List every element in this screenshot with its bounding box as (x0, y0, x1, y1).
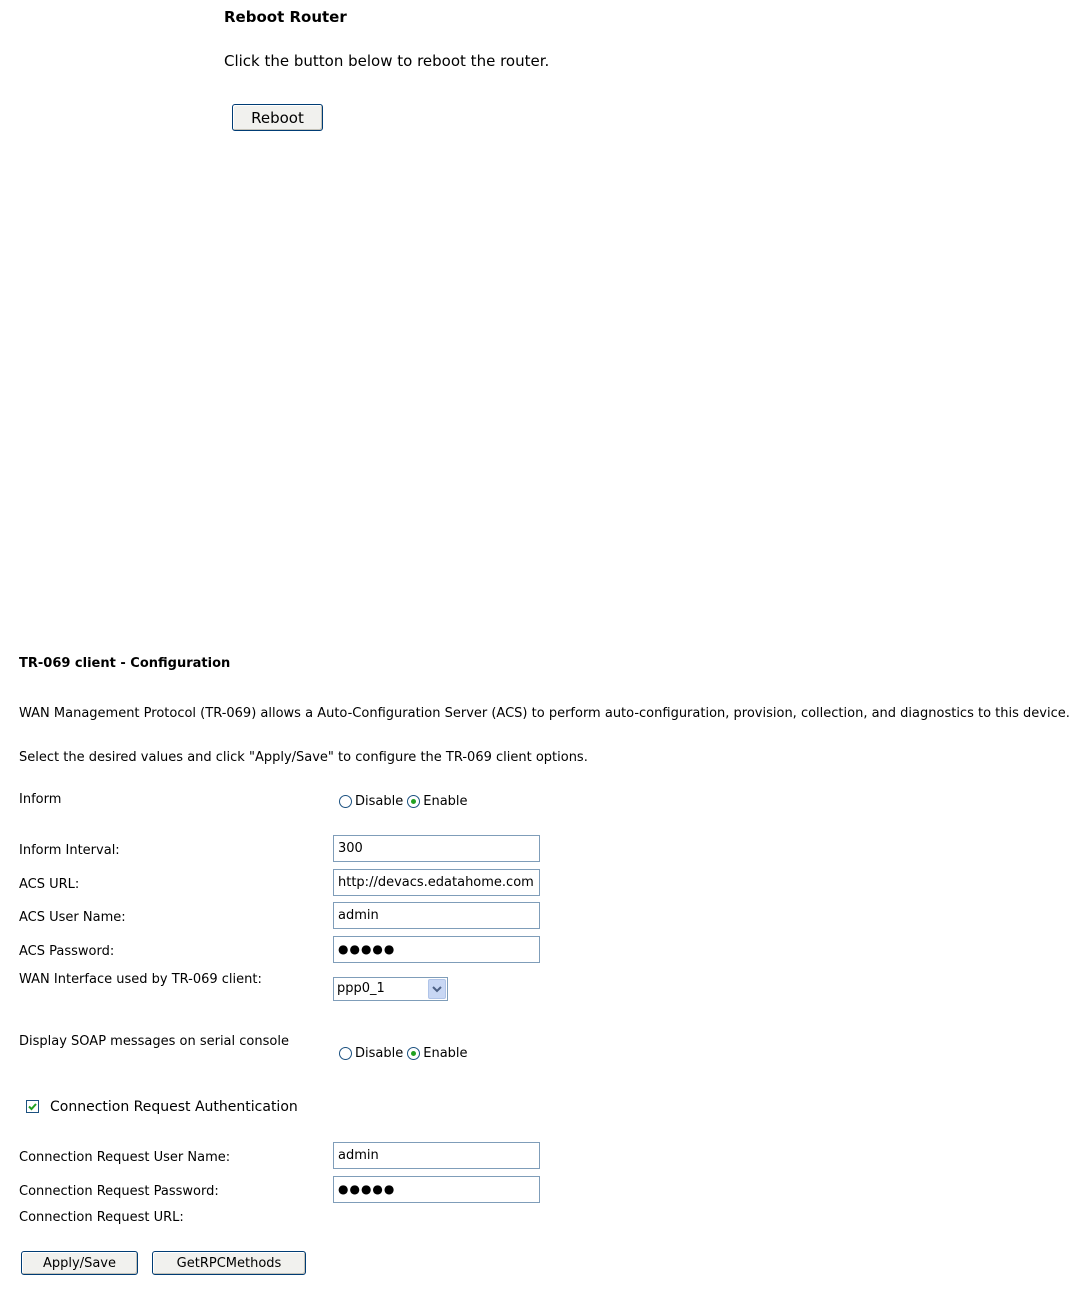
connection-request-auth-checkbox[interactable] (26, 1100, 39, 1113)
inform-interval-input[interactable]: 300 (333, 835, 540, 862)
acs-url-label: ACS URL: (19, 877, 80, 892)
conn-req-password-input[interactable]: ●●●●● (333, 1176, 540, 1203)
inform-disable-radio[interactable] (339, 795, 352, 808)
get-rpc-methods-button[interactable]: GetRPCMethods (152, 1251, 306, 1275)
wan-interface-select[interactable] (333, 977, 448, 1001)
conn-req-user-name-input[interactable]: admin (333, 1142, 540, 1169)
apply-save-button[interactable]: Apply/Save (21, 1251, 138, 1275)
tr069-title: TR-069 client - Configuration (19, 656, 231, 671)
inform-label: Inform (19, 792, 62, 807)
inform-enable-label[interactable]: Enable (423, 793, 468, 809)
tr069-description: WAN Management Protocol (TR-069) allows a Auto-Configuration Server (ACS) to perform auto-configuration, provision, collection, and diagnostics to this device. (19, 706, 1070, 721)
wan-interface-selected: ppp0_1 (337, 981, 385, 996)
soap-radio-group (339, 1044, 472, 1062)
wan-interface-label: WAN Interface used by TR-069 client: (19, 972, 262, 987)
soap-enable-radio[interactable] (407, 1047, 420, 1060)
chevron-down-icon[interactable] (428, 979, 446, 999)
inform-radio-group (339, 792, 472, 810)
soap-disable-radio[interactable] (339, 1047, 352, 1060)
reboot-description: Click the button below to reboot the router. (224, 52, 550, 70)
conn-req-user-name-label: Connection Request User Name: (19, 1150, 231, 1165)
acs-password-input[interactable]: ●●●●● (333, 936, 540, 963)
inform-interval-label: Inform Interval: (19, 843, 120, 858)
reboot-title: Reboot Router (224, 8, 347, 26)
acs-url-input[interactable]: http://devacs.edatahome.com (333, 869, 540, 896)
tr069-instructions: Select the desired values and click "Apply/Save" to configure the TR-069 client options. (19, 750, 588, 765)
soap-messages-label: Display SOAP messages on serial console (19, 1034, 289, 1049)
checkmark-icon (27, 1101, 38, 1112)
connection-request-auth-label[interactable]: Connection Request Authentication (50, 1099, 298, 1115)
acs-password-label: ACS Password: (19, 944, 115, 959)
reboot-button[interactable]: Reboot (232, 104, 323, 131)
inform-disable-label[interactable]: Disable (355, 793, 404, 809)
acs-user-name-label: ACS User Name: (19, 910, 126, 925)
acs-user-name-input[interactable]: admin (333, 902, 540, 929)
soap-enable-label[interactable]: Enable (423, 1045, 468, 1061)
inform-enable-radio[interactable] (407, 795, 420, 808)
conn-req-password-label: Connection Request Password: (19, 1184, 219, 1199)
soap-disable-label[interactable]: Disable (355, 1045, 404, 1061)
conn-req-url-label: Connection Request URL: (19, 1210, 184, 1225)
